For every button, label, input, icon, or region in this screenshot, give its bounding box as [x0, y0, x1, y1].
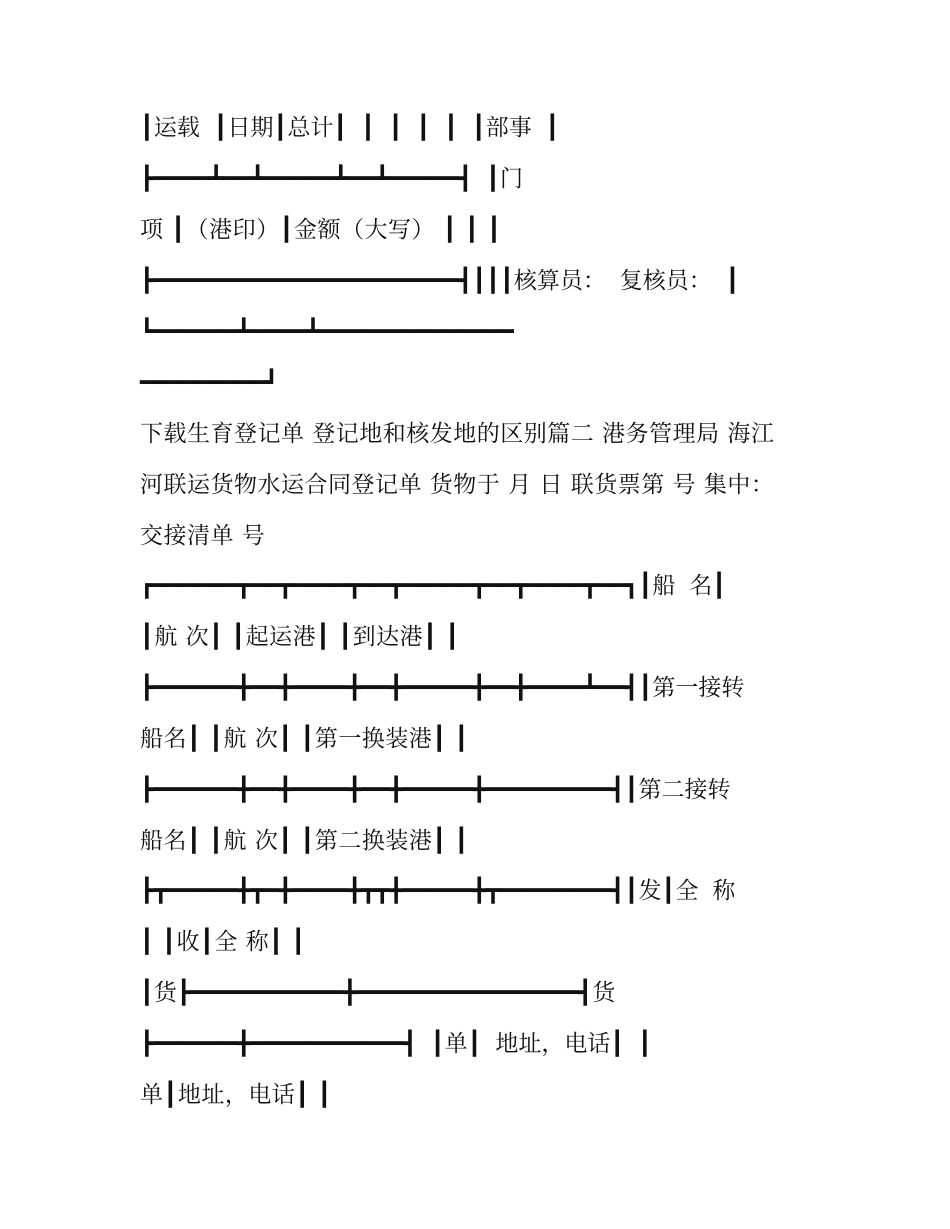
table-border-bottom-1: ┗━━━━━━┻━━━━┻━━━━━━━━━━━━━━ — [140, 319, 514, 345]
table-border-first-transfer: ┣━━━━━━╋━━╋━━━━╋━━╋━━━━━╋━━╋━━━━┻━━┫┃第一接转 — [140, 675, 745, 701]
table-row-receiver-name: ┃ ┃收┃全 称┃ ┃ — [140, 929, 306, 955]
table-row-port-stamp-amount: 项 ┃（港印）┃金额（大写） ┃ ┃ ┃ — [140, 217, 502, 243]
table-row-transport-date-total: ┃运载 ┃日期┃总计┃ ┃ ┃ ┃ ┃ ┃部事 ┃ — [140, 115, 560, 141]
paragraph-line-1: 下载生育登记单 登记地和核发地的区别篇二 港务管理局 海江 — [140, 421, 775, 447]
table-border-row-1: ┣━━━━┻━━┻━━━━━┻━━┻━━━━━┫ ┃门 — [140, 166, 524, 192]
table-row-address-phone-1: ┣━━━━━━╋━━━━━━━━━━━┫ ┃单┃ 地址，电话┃ ┃ — [140, 1031, 652, 1057]
table-border-bottom-2: ━━━━━━━━━┛ — [140, 370, 279, 396]
table-border-second-transfer: ┣━━━━━━╋━━╋━━━━╋━━╋━━━━━╋━━━━━━━━━┫┃第二接转 — [140, 777, 731, 803]
table-row-address-phone-2: 单┃地址，电话┃ ┃ — [140, 1082, 332, 1108]
table-row-second-transfer: 船名┃ ┃航 次┃ ┃第二换装港┃ ┃ — [140, 828, 469, 854]
table-row-first-transfer: 船名┃ ┃航 次┃ ┃第一换装港┃ ┃ — [140, 726, 469, 752]
paragraph-line-2: 河联运货物水运合同登记单 货物于 月 日 联货票第 号 集中： — [140, 472, 775, 498]
table-row-voyage-ports: ┃航 次┃ ┃起运港┃ ┃到达港┃ ┃ — [140, 624, 460, 650]
table-row-accountant-reviewer: ┣━━━━━━━━━━━━━━━━━━━━━━┫┃┃┃核算员： 复核员： ┃ — [140, 268, 740, 294]
paragraph-line-3: 交接清单 号 — [140, 523, 266, 549]
table-row-cargo: ┃货┣━━━━━━━━━━━╋━━━━━━━━━━━━━━━━┫货 — [140, 980, 616, 1006]
table-top-border-ship-name: ┏━━━━━━┳━━┳━━━━┳━━┳━━━━━┳━━┳━━━━┳━━┓┃船 名┃ — [140, 573, 727, 599]
table-border-sender: ┣┳━━━━━╋┳━╋━━━━╋┳┳╋━━━━━╋┳━━━━━━━━┫┃发┃全 称 — [140, 878, 736, 904]
